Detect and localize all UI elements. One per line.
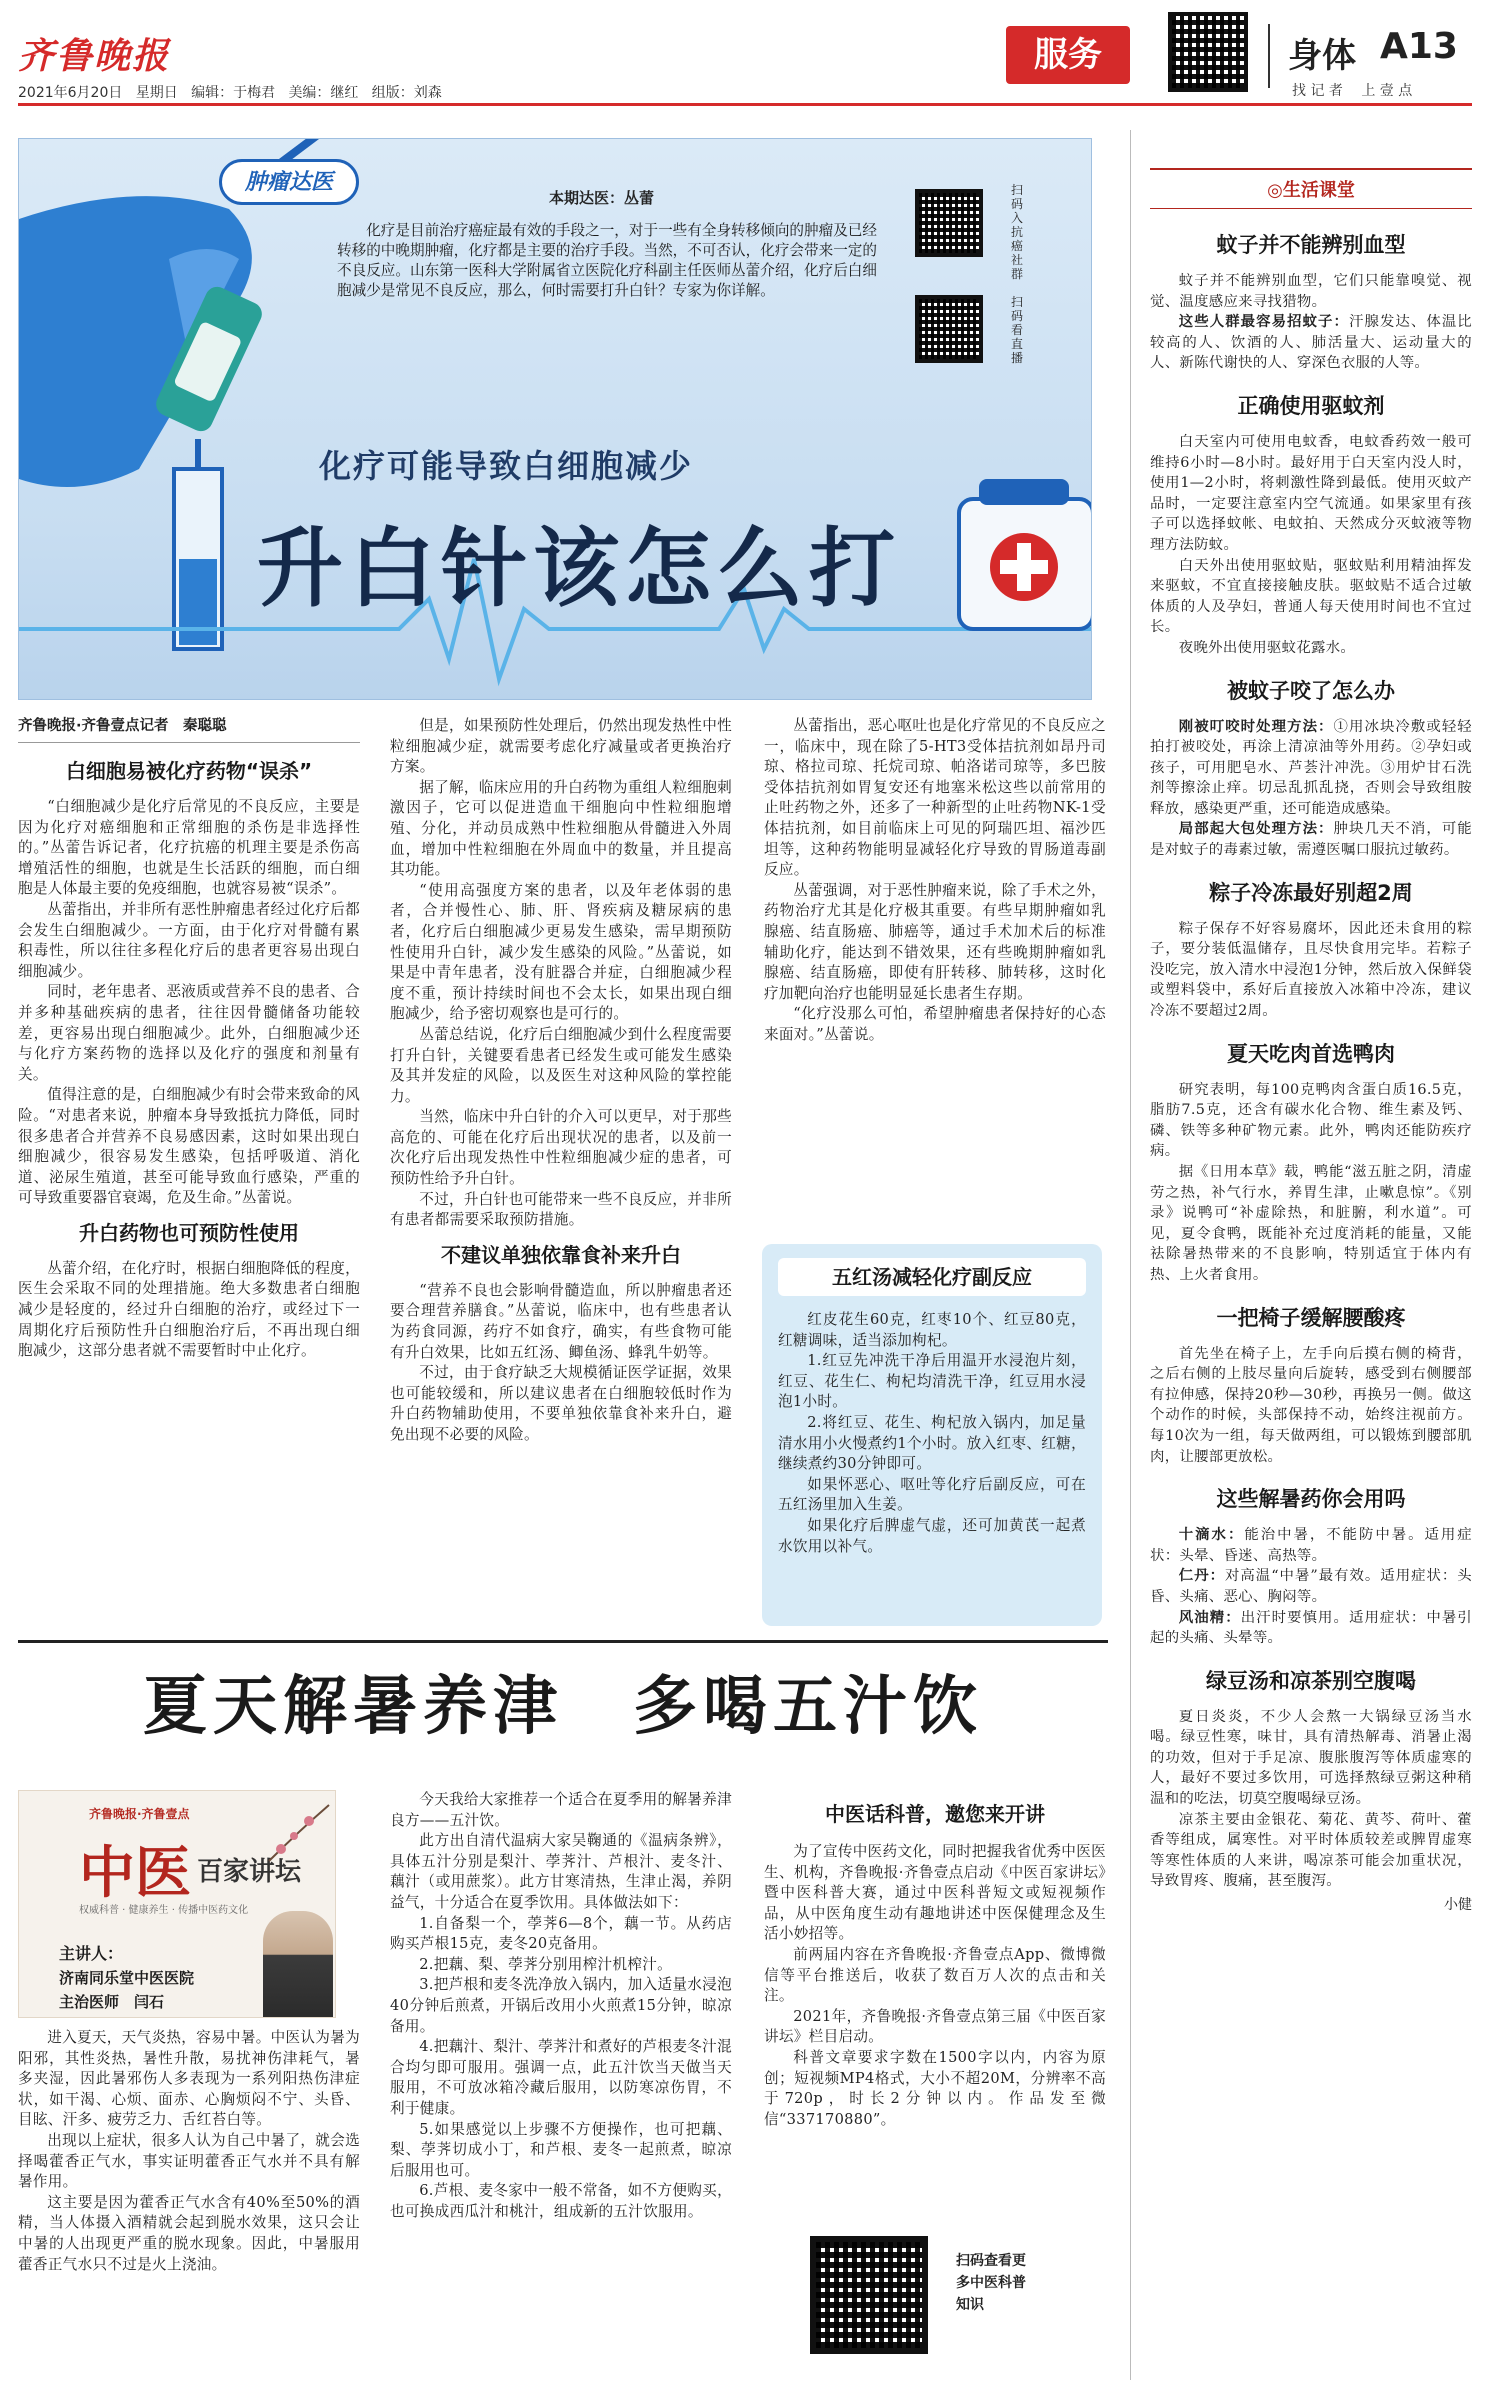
logo-top-line: 齐鲁晚报·齐鲁壹点 [89, 1807, 190, 1821]
tip-text: 对高温“中暑”最有效。适用症状：头昏、头痛、恶心、胸闷等。 [1150, 1568, 1472, 1605]
tip-text: 出汗时要慎用。适用症状：中暑引起的头痛、头晕等。 [1150, 1609, 1472, 1647]
paragraph: 为了宣传中医药文化，同时把握我省优秀中医医生、机构，齐鲁晚报·齐鲁壹点启动《中医百家讲坛》暨中医科普大赛，通过中医科普短文或短视频作品，从中医角度生动有趣地讲述中医保健理念及生活小妙招等。 [764, 1843, 1106, 1943]
page-number: A13 [1380, 26, 1458, 67]
logo-slogan: 权威科普 · 健康养生 · 传播中医药文化 [79, 1905, 249, 1916]
tip-paragraph [1150, 819, 1472, 860]
paragraph: 2021年，齐鲁晚报·齐鲁壹点第三届《中医百家讲坛》栏目启动。 [764, 2007, 1106, 2046]
section-name: 身体 [1288, 36, 1356, 76]
paragraph: 进入夏天，天气炎热，容易中暑。中医认为暑为阳邪，其性炎热，暑性升散，易扰神伤津耗气，暑多夹湿，因此暑邪伤人多表现为一系列阳热伤津症状，如干渴、心烦、面赤、心胸烦闷不宁、头昏、目眩、汗多、疲劳乏力、舌红苔白等。 [18, 2029, 360, 2129]
tip-title: 绿豆汤和凉茶别空腹喝 [1206, 1668, 1416, 1693]
newspaper-logo: 齐鲁晚报 [18, 35, 171, 77]
tip-paragraph [1150, 1566, 1472, 1607]
tip-lead: 仁丹： [1178, 1567, 1225, 1585]
paragraph: 今天我给大家推荐一个适合在夏季用的解暑养津良方——五汁饮。 [390, 1791, 732, 1829]
article1-col1 [18, 716, 360, 1362]
tip-paragraph [1150, 717, 1472, 820]
subhead-wbc-killed: 白细胞易被化疗药物“误杀” [65, 759, 313, 783]
article2-headline [18, 1640, 1108, 1778]
recipe-tip: 如果怀恶心、呕吐等化疗后副反应，可在五红汤里加入生姜。 [778, 1475, 1086, 1514]
masthead-tagline: 找 记 者 上 壹 点 [1292, 83, 1413, 99]
recipe-ingredients: 红皮花生60克，红枣10个、红豆80克，红糖调味，适当添加枸杞。 [778, 1311, 1086, 1349]
article2-title: 夏天解暑养津 多喝五汁饮 [143, 1669, 983, 1744]
recipe-tip: 如果化疗后脾虚气虚，还可加黄芪一起煮水饮用以补气。 [778, 1516, 1086, 1555]
paragraph: 这主要是因为藿香正气水含有40%至50%的酒精，当人体摄入酒精就会起到脱水效果，这只会让中暑的人出现更严重的脱水现象。因此，中暑服用藿香正气水只不过是火上浇油。 [18, 2193, 360, 2273]
banner-title: 升白针该怎么打 [257, 519, 901, 619]
speaker-name: 主治医师 闫石 [59, 1993, 165, 2011]
tip-paragraph: 白天外出使用驱蚊贴，驱蚊贴利用精油挥发来驱蚊，不宜直接接触皮肤。驱蚊贴不适合过敏体质的人及孕妇，普通人每天使用时间也不宜过长。 [1150, 557, 1472, 636]
recipe-title: 五红汤减轻化疗副反应 [832, 1265, 1032, 1289]
tip-paragraph: 白天室内可使用电蚊香，电蚊香药效一般可维持6小时—8小时。最好用于白天室内没人时，使用1—2小时，将刺激性降到最低。使用灭蚊产品时，一定要注意室内空气流通。如果家里有孩子可以选择蚊帐、电蚊拍、天然成分灭蚊液等物理方法防蚊。 [1150, 433, 1472, 553]
recipe-box [762, 1244, 1102, 1626]
recipe-step: 2.将红豆、花生、枸杞放入锅内，加足量清水用小火慢煮约1个小时。放入红枣、红糖，继续煮约30分钟即可。 [778, 1413, 1086, 1473]
qr-community-caption: 扫码入抗癌社群 [1011, 183, 1024, 281]
tip-paragraph [1150, 1608, 1472, 1649]
speaker-portrait [263, 1911, 333, 2018]
recipe-step: 5.如果感觉以上步骤不方便操作，也可把藕、梨、荸荠切成小丁，和芦根、麦冬一起煎煮，晾凉后服用也可。 [390, 2120, 732, 2179]
tcm-qr-caption: 扫码查看更多中医科普知识 [956, 2253, 1026, 2313]
column-tag [219, 159, 359, 205]
sidebar-divider [1130, 130, 1131, 2380]
tip-lead: 刚被叮咬时处理方法： [1178, 717, 1334, 735]
qr-live-caption: 扫码看直播 [1011, 295, 1024, 365]
article2-col3 [764, 1800, 1106, 2130]
masthead [0, 0, 1488, 110]
article1-col3 [764, 716, 1106, 1046]
tip-paragraph: 夜晚外出使用驱蚊花露水。 [1178, 639, 1356, 656]
tip-paragraph: 夏日炎炎，不少人会熬一大锅绿豆汤当水喝。绿豆性寒，味甘，具有清热解毒、消暑止渴的功效，但对于手足凉、腹胀腹泻等体质虚寒的人，最好不要过多饮用，可选择熬绿豆粥这种稍温和的吃法，切莫空腹喝绿豆汤。 [1150, 1708, 1472, 1808]
issue-weekday: 星期日 [135, 85, 178, 101]
tip-lead: 十滴水： [1178, 1526, 1245, 1544]
tip-title: 这些解暑药你会用吗 [1216, 1487, 1406, 1512]
paragraph: 不过，由于食疗缺乏大规模循证医学证据，效果也可能较缓和，所以建议患者在白细胞较低时作为升白药物辅助使用，不要单独依靠食补来升白，避免出现不必要的风险。 [390, 1364, 732, 1443]
article1-col2 [390, 716, 732, 1446]
tip-paragraph: 蚊子并不能辨别血型，它们只能靠嗅觉、视觉、温度感应来寻找猎物。 [1150, 273, 1472, 310]
paragraph: “使用高强度方案的患者，以及年老体弱的患者，合并慢性心、肺、肝、肾疾病及糖尿病的患者，化疗后白细胞减少更易发生感染，需早期预防性使用升白针，减少发生感染的风险。”丛蕾说，如果是中青年患者，没有脏器合并症，白细胞减少程度不重，预计持续时间也不会太长，如果出现白细胞减少，给予密切观察也是可行的。 [390, 881, 732, 1023]
paragraph: 丛蕾介绍，在化疗时，根据白细胞降低的程度，医生会采取不同的处理措施。绝大多数患者白细胞减少是轻度的，经过升白细胞的治疗，或经过下一周期化疗后预防性升白细胞治疗后，不再出现白细胞减少，这部分患者就不需要暂时中止化疗。 [18, 1259, 360, 1360]
paragraph: 出现以上症状，很多人认为自己中暑了，就会选择喝藿香正气水，事实证明藿香正气水并不具有解暑作用。 [18, 2131, 360, 2191]
tip-title: 正确使用驱蚊剂 [1237, 393, 1385, 418]
logo-main: 中医 [79, 1840, 191, 1906]
qr-code-community[interactable] [915, 189, 983, 257]
issue-info [18, 82, 442, 102]
art-credit: 美编：继红 [288, 85, 359, 101]
subhead-preventive-use: 升白药物也可预防性使用 [79, 1220, 299, 1245]
paragraph: 同时，老年患者、恶液质或营养不良的患者、合并多种基础疾病的患者，往往因骨髓储备功能较差，更容易出现白细胞减少。此外，白细胞减少还与化疗方案药物的选择以及化疗的强度和剂量有关。 [18, 983, 360, 1083]
tip-title: 一把椅子缓解腰酸疼 [1216, 1305, 1406, 1330]
editor-credit: 编辑：于梅君 [191, 85, 276, 101]
tip-paragraph: 首先坐在椅子上，左手向后摸右侧的椅背，之后右侧的上肢尽量向后旋转，感受到右侧腰部有拉伸感，保持20秒—30秒，再换另一侧。做这个动作的时候，头部保持不动，始终注视前方。每10次为一组，每天做两组，可以锻炼到腰部肌肉，让腰部更放松。 [1150, 1345, 1472, 1465]
first-aid-kit-shape [959, 479, 1092, 629]
paragraph: “化疗没那么可怕，希望肿瘤患者保持好的心态来面对。”丛蕾说。 [764, 1005, 1106, 1043]
tip-paragraph: 研究表明，每100克鸭肉含蛋白质16.5克，脂肪7.5克，还含有碳水化合物、维生素及钙、磷、铁等多种矿物元素。此外，鸭肉还能防疾疗病。 [1150, 1081, 1472, 1160]
recipe-step: 1.自备梨一个，荸荠6—8个，藕一节。从药店购买芦根15克，麦冬20克备用。 [390, 1914, 732, 1953]
tip-paragraph: 据《日用本草》载，鸭能“滋五脏之阴，清虚劳之热，补气行水，养胃生津，止嗽息惊”。《别录》说鸭可“补虚除热，和脏腑，利水道”。可见，夏令食鸭，既能补充过度消耗的能量，又能祛除暑热带来的不良影响，特别适宜于体内有热、上火者食用。 [1150, 1164, 1472, 1283]
paragraph: 不过，升白针也可能带来一些不良反应，并非所有患者都需要采取预防措施。 [390, 1190, 732, 1229]
tip-lead: 局部起大包处理方法： [1178, 820, 1334, 838]
banner-intro: 化疗是目前治疗癌症最有效的手段之一，对于一些有全身转移倾向的肿瘤及已经转移的中晚期肿瘤，化疗都是主要的治疗手段。当然，不可否认，化疗会带来一定的不良反应。山东第一医科大学附属省立医院化疗科副主任医师丛蕾介绍，化疗后白细胞减少是常见不良反应，那么，何时需要打升白针？专家为你详解。 [337, 222, 877, 299]
tcm-forum-logo [18, 1790, 336, 2018]
tip-title: 粽子冷冻最好别超2周 [1209, 880, 1413, 905]
paragraph: 当然，临床中升白针的介入可以更早，对于那些高危的、可能在化疗后出现状况的患者，以及前一次化疗后出现发热性中性粒细胞减少症的患者，可预防性给予升白针。 [390, 1108, 732, 1188]
paragraph: 丛蕾强调，对于恶性肿瘤来说，除了手术之外，药物治疗尤其是化疗极其重要。有些早期肿瘤如乳腺癌、结直肠癌、肺癌等，通过手术加术后的标准辅助化疗，能达到不错效果，还有些晚期肿瘤如乳腺癌、结直肠癌，即使有肝转移、肺转移，这时化疗加靶向治疗也能明显延长患者生存期。 [764, 881, 1106, 1002]
tip-title: 夏天吃肉首选鸭肉 [1227, 1041, 1395, 1066]
qr-code-live[interactable] [915, 295, 983, 363]
article1-byline: 齐鲁晚报·齐鲁壹点记者 秦聪聪 [18, 718, 227, 734]
sidebar-life-tips [1150, 168, 1472, 1914]
tip-lead: 风油精： [1178, 1608, 1241, 1626]
paragraph: “营养不良也会影响骨髓造血，所以肿瘤患者还要合理营养膳食。”丛蕾说，临床中，也有些患者认为药食同源，药疗不如食疗，确实，有些食物可能有升白效果，比如五红汤、鲫鱼汤、蜂乳牛奶等。 [390, 1281, 732, 1361]
section-badge: 服务 [1006, 26, 1130, 84]
tip-title: 蚊子并不能辨别血型 [1216, 233, 1406, 257]
logo-sub: 百家讲坛 [197, 1857, 302, 1887]
paragraph: “白细胞减少是化疗后常见的不良反应，主要是因为化疗对癌细胞和正常细胞的杀伤是非选择性的。”丛蕾告诉记者，化疗抗癌的机理主要是杀伤高增殖活性的细胞，也就是生长活跃的细胞，而白细胞是人体最主要的免疫细胞，也就容易被“误杀”。 [18, 798, 360, 898]
tip-paragraph: 粽子保存不好容易腐坏，因此还未食用的粽子，要分装低温储存，且尽快食用完毕。若粽子没吃完，放入清水中浸泡1分钟，然后放入保鲜袋或塑料袋中，系好后直接放入冰箱中冷冻，建议冷冻不要超过2周。 [1150, 920, 1472, 1020]
recipe-box-title [778, 1258, 1086, 1296]
paragraph: 据了解，临床应用的升白药物为重组人粒细胞刺激因子，它可以促进造血干细胞向中性粒细胞增殖、分化，并动员成熟中性粒细胞从骨髓进入外周血，增加中性粒细胞在外周血中的数量，并且提高其功能。 [390, 778, 732, 879]
article2-col2 [390, 1790, 732, 2222]
paragraph: 但是，如果预防性处理后，仍然出现发热性中性粒细胞减少症，就需要考虑化疗减量或者更换治疗方案。 [390, 717, 732, 776]
masthead-rule [18, 103, 1472, 106]
tip-title: 被蚊子咬了怎么办 [1227, 678, 1395, 703]
tip-lead: 这些人群最容易招蚊子： [1178, 313, 1349, 331]
page-qr-code[interactable] [1168, 12, 1248, 92]
column-tag-label: 肿瘤达医 [244, 169, 333, 195]
tip-paragraph [1150, 1525, 1472, 1566]
sidebar-header-label: ◎生活课堂 [1267, 180, 1355, 201]
section-divider [1268, 24, 1270, 88]
paragraph: 丛蕾总结说，化疗后白细胞减少到什么程度需要打升白针，关键要看患者已经发生或可能发生感染及其并发症的风险，以及医生对这种风险的掌控能力。 [390, 1025, 732, 1105]
guest-label: 本期达医：丛蕾 [549, 189, 655, 207]
recipe-step: 2.把藕、梨、荸荠分别用榨汁机榨汁。 [419, 1955, 673, 1973]
tip-text: 能治中暑，不能防中暑。适用症状：头晕、昏迷、高热等。 [1150, 1527, 1472, 1564]
feature-banner [18, 138, 1092, 700]
tcm-qr-code[interactable] [810, 2236, 928, 2354]
tip-paragraph [1150, 312, 1472, 374]
issue-date: 2021年6月20日 [18, 85, 123, 101]
subhead-no-food-only: 不建议单独依靠食补来升白 [441, 1242, 681, 1267]
tip-text: 汗腺发达、体温比较高的人、饮酒的人、肺活量大、运动量大的人、新陈代谢快的人、穿深色衣服的人等。 [1150, 314, 1472, 372]
banner-subtitle: 化疗可能导致白细胞减少 [319, 447, 694, 485]
paragraph: 前两届内容在齐鲁晚报·齐鲁壹点App、微博微信等平台推送后，收获了数百万人次的点击和关注。 [764, 1945, 1106, 2005]
speaker-org: 济南同乐堂中医医院 [59, 1969, 195, 1987]
paragraph: 科普文章要求字数在1500字以内，内容为原创；短视频MP4格式，大小不超20M，分辨率不高于720p，时长2分钟以内。作品发至微信“337170880”。 [764, 2048, 1106, 2128]
paragraph: 丛蕾指出，恶心呕吐也是化疗常见的不良反应之一，临床中，现在除了5-HT3受体拮抗剂如昂丹司琼、格拉司琼、托烷司琼、帕洛诺司琼等，多巴胺受体拮抗剂如胃复安还有地塞米松这些以前常用的止吐药物之外，还多了一种新型的止吐药物NK-1受体拮抗剂，如目前临床上可见的阿瑞匹坦、福沙匹坦等，这种药物能明显减轻化疗导致的胃肠道毒副反应。 [764, 717, 1106, 879]
tip-text: ①用冰块冷敷或轻轻拍打被咬处，再涂上清凉油等外用药。②孕妇或孩子，可用肥皂水、芦荟汁冲洗。③用炉甘石洗剂等擦涂止痒。切忌乱抓乱挠，否则会导致组胺释放，感染更严重，还可能造成感染。 [1150, 718, 1472, 817]
sidebar-header [1150, 168, 1472, 209]
speaker-label: 主讲人： [59, 1944, 124, 1963]
paragraph: 丛蕾指出，并非所有恶性肿瘤患者经过化疗后都会发生白细胞减少。一方面，由于化疗对骨髓有累积毒性，所以往往多程化疗后的患者更容易出现白细胞减少。 [18, 900, 360, 980]
tip-paragraph: 凉茶主要由金银花、菊花、黄芩、荷叶、藿香等组成，属寒性。对平时体质较差或脾胃虚寒等寒性体质的人来讲，喝凉茶可能会加重状况，导致胃疼、腹痛，甚至腹泻。 [1150, 1811, 1472, 1890]
sidebar-author: 小健 [1444, 1897, 1472, 1914]
paragraph: 此方出自清代温病大家吴鞠通的《温病条辨》，具体五汁分别是梨汁、荸荠汁、芦根汁、麦冬汁、藕汁（或用蔗浆）。此方甘寒清热，生津止渴，养阴益气，十分适合在夏季饮用。具体做法如下： [390, 1832, 732, 1911]
recipe-step: 6.芦根、麦冬家中一般不常备，如不方便购买，也可换成西瓜汁和桃汁，组成新的五汁饮服用。 [390, 2182, 732, 2220]
article2-col1 [18, 2028, 360, 2275]
proof-credit: 组版：刘森 [371, 85, 442, 101]
recipe-step: 3.把芦根和麦冬洗净放入锅内，加入适量水浸泡40分钟后煎煮，开锅后改用小火煎煮15分钟，晾凉备用。 [390, 1976, 732, 2035]
tip-text: 肿块几天不消，可能是对蚊子的毒素过敏，需遵医嘱口服抗过敏药。 [1150, 821, 1472, 859]
recipe-step: 4.把藕汁、梨汁、荸荠汁和煮好的芦根麦冬汁混合均匀即可服用。强调一点，此五汁饮当天做当天服用，不可放冰箱冷藏后服用，以防寒凉伤胃，不利于健康。 [390, 2038, 732, 2117]
recipe-step: 1.红豆先冲洗干净后用温开水浸泡片刻，红豆、花生仁、枸杞均清洗干净，红豆用水浸泡1小时。 [778, 1352, 1086, 1411]
paragraph: 值得注意的是，白细胞减少有时会带来致命的风险。“对患者来说，肿瘤本身导致抵抗力降低，同时很多患者合并营养不良易感因素，这时如果出现白细胞减少，很容易发生感染，包括呼吸道、消化道、泌尿生殖道，甚至可能导致血行感染，严重的可导致重要器官衰竭，危及生命。”丛蕾说。 [18, 1086, 360, 1207]
branch-decoration [259, 1801, 336, 1871]
subhead-recruit: 中医话科普，邀您来开讲 [825, 1802, 1045, 1826]
